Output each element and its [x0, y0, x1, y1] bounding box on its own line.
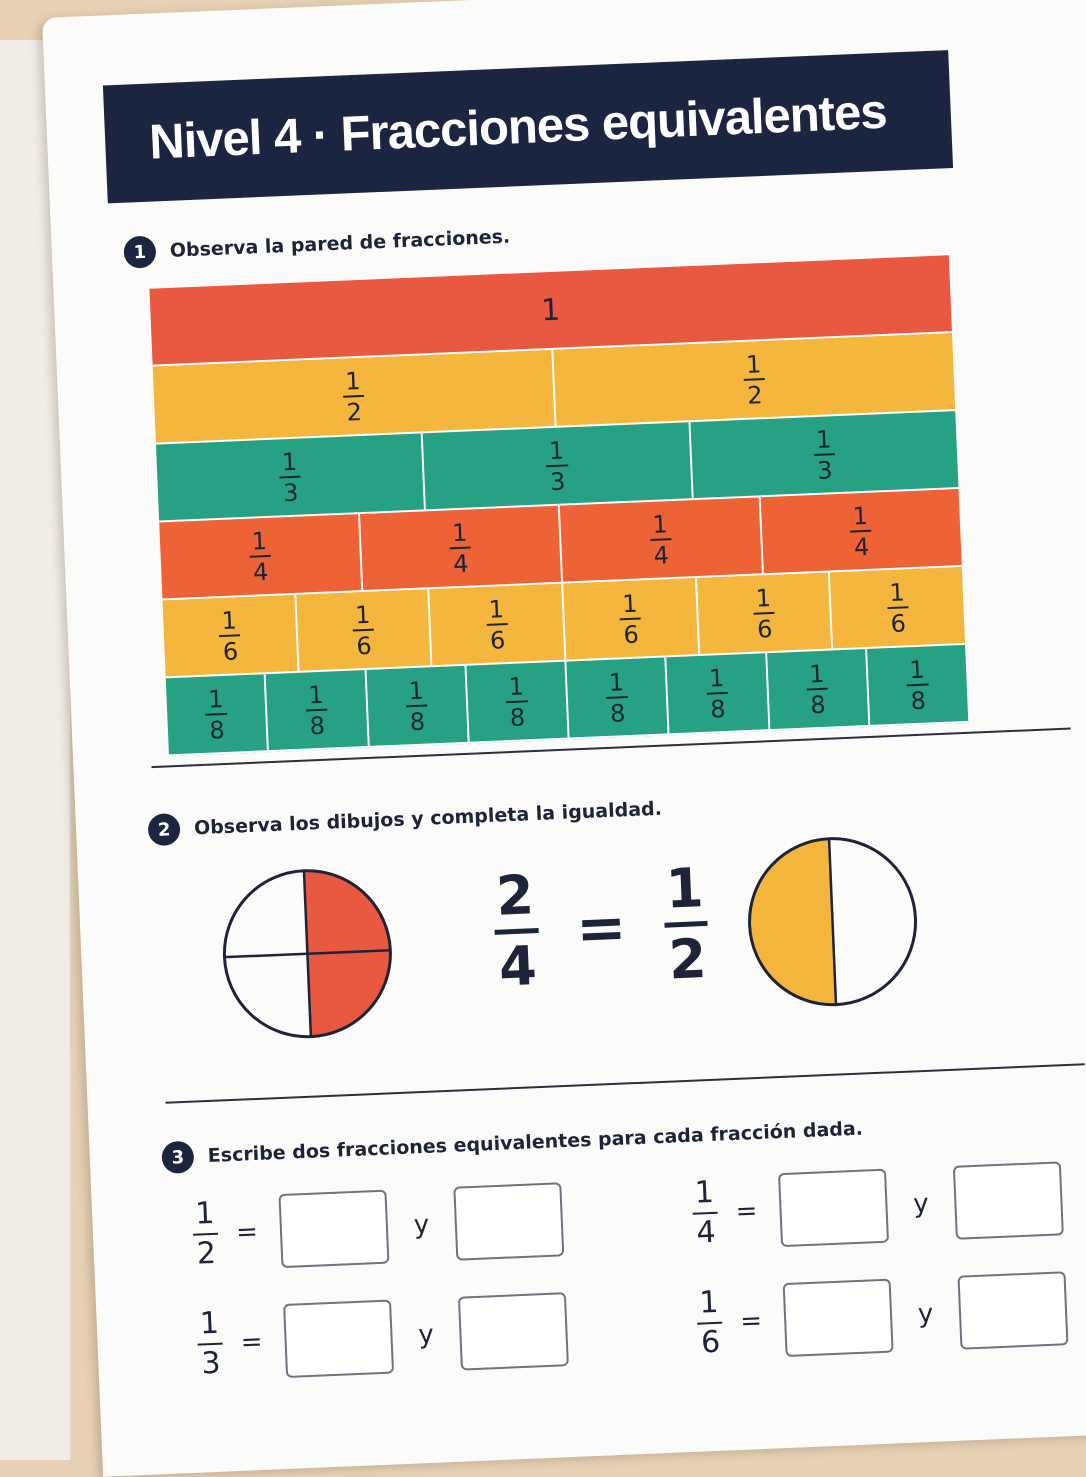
wall-fraction-label [205, 684, 229, 745]
exercise-sixth-equals: = [739, 1306, 763, 1337]
wall-fraction-denominator: 8 [709, 694, 727, 724]
answer-box-quarter-1[interactable] [778, 1169, 889, 1247]
wall-fraction-denominator: 6 [355, 631, 373, 660]
wall-fraction-denominator: 8 [809, 690, 827, 719]
wall-fraction-numerator: 1 [205, 686, 227, 715]
answer-box-third-1[interactable] [283, 1300, 394, 1378]
wall-cell [159, 514, 363, 600]
wall-cell [366, 666, 469, 748]
equation-right-numerator: 1 [662, 861, 708, 928]
equation-left-numerator: 2 [492, 868, 538, 935]
wall-fraction-numerator: 1 [806, 661, 828, 690]
exercise-half-numerator: 1 [192, 1199, 219, 1236]
wall-fraction-denominator: 4 [252, 557, 269, 587]
section-1-header [123, 221, 511, 269]
wall-fraction-denominator: 2 [746, 380, 764, 410]
divider-2 [165, 1063, 1084, 1104]
exercise-third [196, 1292, 569, 1381]
wall-fraction-label [705, 663, 729, 724]
exercise-sixth-denominator: 6 [700, 1324, 721, 1361]
wall-cell [767, 649, 870, 731]
wall-cell [423, 422, 693, 511]
exercise-third-numerator: 1 [196, 1309, 223, 1346]
equivalence-equation [492, 856, 710, 999]
wall-fraction-label [806, 661, 830, 717]
wall-fraction-numerator: 1 [405, 678, 427, 707]
wall-cell [466, 662, 569, 744]
exercise-half [192, 1182, 565, 1271]
wall-fraction-numerator: 1 [849, 503, 871, 532]
wall-cell [566, 657, 669, 739]
wall-fraction-numerator: 1 [248, 528, 270, 557]
exercise-half-conjunction: y [413, 1209, 430, 1241]
wall-cell [162, 595, 299, 679]
wall-fraction-denominator: 8 [909, 686, 927, 715]
wall-fraction-label [849, 503, 873, 559]
wall-fraction-denominator: 3 [816, 455, 834, 485]
worksheet [42, 0, 1086, 1477]
wall-fraction-denominator: 8 [309, 711, 326, 740]
wall-fraction-label [342, 366, 366, 427]
answer-box-sixth-1[interactable] [783, 1279, 894, 1357]
wall-fraction-denominator: 6 [489, 625, 506, 655]
exercise-third-denominator: 3 [200, 1345, 222, 1382]
wall-fraction-label [649, 509, 673, 570]
answer-box-third-2[interactable] [458, 1292, 569, 1370]
circle-quarters [218, 864, 397, 1043]
section-2-header [147, 793, 662, 847]
wall-fraction-numerator: 1 [218, 608, 240, 637]
exercise-third-fraction [196, 1305, 224, 1382]
wall-fraction-label [305, 682, 329, 738]
wall-fraction-numerator: 1 [752, 585, 774, 614]
exercise-half-equals: = [235, 1217, 259, 1248]
exercise-third-equals: = [240, 1326, 264, 1358]
exercise-quarter-fraction [691, 1174, 719, 1251]
wall-cell [697, 572, 834, 656]
wall-fraction-denominator: 2 [346, 397, 363, 427]
wall-fraction-denominator: 4 [653, 540, 670, 570]
wall-fraction-numerator: 1 [449, 520, 471, 549]
equation-right-fraction [662, 856, 711, 992]
wall-fraction-label [752, 583, 776, 644]
exercise-quarter-numerator: 1 [691, 1178, 718, 1215]
answer-box-half-2[interactable] [454, 1182, 565, 1260]
exercise-quarter-denominator: 4 [695, 1214, 717, 1251]
wall-fraction-label [248, 526, 272, 587]
wall-fraction-denominator: 3 [282, 478, 299, 507]
wall-fraction-label [352, 602, 376, 658]
wall-fraction-numerator: 1 [305, 682, 327, 711]
wall-fraction-numerator: 1 [906, 657, 928, 686]
exercise-sixth-conjunction: y [917, 1298, 934, 1330]
wall-fraction-label [405, 678, 429, 734]
exercise-sixth [696, 1271, 1069, 1360]
wall-cell [760, 489, 962, 575]
wall-fraction-label [485, 594, 509, 655]
wall-cell [166, 674, 269, 756]
wall-fraction-label [742, 349, 766, 410]
page-title: Nivel 4 · Fracciones equivalentes [103, 50, 953, 203]
equation-left-fraction [492, 863, 541, 999]
wall-fraction-label [278, 449, 302, 505]
section-3-header [161, 1113, 863, 1174]
wall-cell [560, 497, 764, 583]
wall-cell [266, 670, 369, 752]
wall-fraction-label [545, 438, 569, 494]
wall-cell [156, 433, 426, 522]
wall-cell [867, 645, 968, 727]
wall-fraction-numerator: 1 [605, 670, 627, 699]
wall-fraction-denominator: 4 [452, 549, 470, 578]
equation-left-denominator: 4 [497, 934, 539, 999]
circle-halves [743, 832, 922, 1011]
exercise-quarter-conjunction: y [912, 1188, 930, 1220]
answer-box-quarter-2[interactable] [953, 1161, 1064, 1239]
section-1-number: 1 [123, 235, 156, 268]
wall-cell [667, 653, 770, 735]
exercise-sixth-fraction [696, 1284, 724, 1361]
wall-cell [690, 411, 958, 500]
wall-fraction-denominator: 8 [409, 707, 426, 736]
answer-box-sixth-2[interactable] [958, 1271, 1069, 1349]
exercise-quarter [691, 1161, 1064, 1250]
wall-cell [430, 584, 567, 668]
wall-fraction-numerator: 1 [485, 597, 507, 626]
wall-fraction-label [906, 657, 930, 713]
section-3-number: 3 [161, 1141, 194, 1174]
wall-fraction-label [886, 577, 910, 638]
wall-fraction-numerator: 1 [342, 368, 364, 397]
wall-fraction-numerator: 1 [619, 591, 641, 620]
wall-fraction-denominator: 6 [222, 636, 239, 666]
wall-fraction-numerator: 1 [742, 352, 764, 381]
wall-fraction-denominator: 6 [622, 620, 640, 649]
exercise-sixth-numerator: 1 [696, 1288, 723, 1325]
wall-fraction-label [218, 605, 242, 666]
wall-fraction-denominator: 3 [549, 466, 567, 496]
circle-halves-shaded [746, 839, 836, 1008]
wall-fraction-numerator: 1 [649, 512, 671, 541]
answer-box-half-1[interactable] [278, 1190, 389, 1268]
wall-fraction-denominator: 4 [853, 532, 870, 561]
section-1-instruction: Observa la pared de fracciones. [169, 225, 511, 262]
wall-fraction-label [449, 520, 473, 576]
wall-fraction-numerator: 1 [505, 674, 527, 703]
wall-cell [563, 578, 700, 662]
wall-fraction-denominator: 6 [890, 608, 907, 638]
wall-cell [296, 589, 433, 673]
exercise-third-conjunction: y [417, 1319, 435, 1351]
wall-fraction-numerator: 1 [705, 665, 727, 694]
wall-fraction-label [812, 424, 836, 485]
equation-right-denominator: 2 [667, 927, 708, 992]
section-2-instruction: Observa los dibujos y completa la igualdad. [193, 797, 663, 840]
wall-cell [360, 506, 564, 592]
wall-fraction-label [605, 667, 629, 728]
wall-fraction-denominator: 8 [509, 702, 526, 732]
wall-fraction-numerator: 1 [545, 438, 567, 467]
wall-fraction-label [505, 671, 529, 732]
wall-cell [830, 567, 965, 650]
exercise-quarter-equals: = [735, 1196, 759, 1227]
fraction-wall [149, 255, 968, 756]
exercise-half-fraction [192, 1195, 220, 1272]
section-3-instruction: Escribe dos fracciones equivalentes para cada fracción dada. [207, 1117, 864, 1168]
wall-fraction-denominator: 8 [609, 698, 626, 728]
wall-fraction-numerator: 1 [812, 427, 834, 456]
wall-fraction-numerator: 1 [886, 580, 908, 609]
wall-fraction-numerator: 1 [278, 449, 300, 478]
wall-fraction-label [619, 591, 643, 647]
wall-fraction-denominator: 6 [756, 614, 773, 644]
wall-fraction-denominator: 8 [208, 715, 226, 745]
equation-equals: = [574, 891, 628, 964]
whole-label: 1 [540, 292, 561, 328]
wall-fraction-numerator: 1 [352, 602, 374, 631]
exercise-half-denominator: 2 [196, 1235, 217, 1272]
section-2-number: 2 [147, 813, 180, 846]
